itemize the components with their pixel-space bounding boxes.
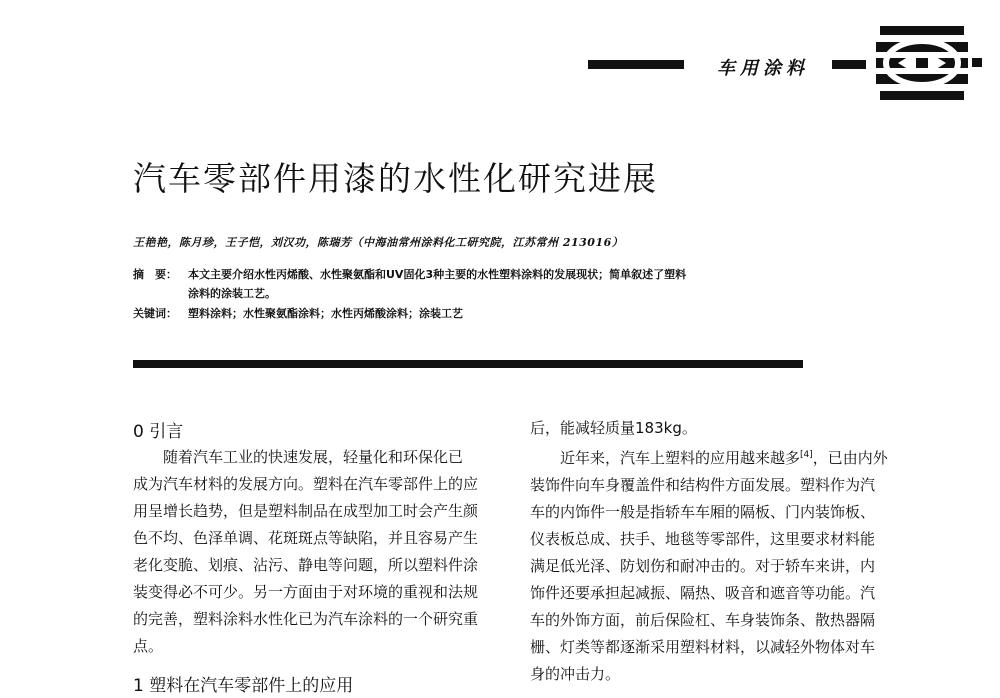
logo-side-mark [972,58,982,67]
section-tag: 车用涂料 [717,58,809,79]
right-line-8: 栅、灯类等都逐渐采用塑料材料，以减轻外物体对车 [530,638,876,656]
right-line-2: 装饰件向车身覆盖件和结构件方面发展。塑料作为汽 [530,476,876,494]
abstract [133,266,686,282]
right-line-9: 身的冲击力。 [530,665,621,683]
intro-line-8: 点。 [133,637,164,655]
keywords [133,305,463,321]
right-column [530,415,892,688]
right-line-3: 车的内饰件一般是指轿车车厢的隔板、门内装饰板、 [530,503,876,521]
right-para-start-text: 近年来，汽车上塑料的应用越来越多 [560,449,801,467]
keywords-label: 关键词： [133,307,177,320]
article-title: 汽车零部件用漆的水性化研究进展 [133,159,658,198]
header-rule-left [588,60,684,69]
intro-line-6: 装变得必不可少。另一方面由于对环境的重视和法规 [133,583,479,601]
right-line-5: 满足低光泽、防划伤和耐冲击的。对于轿车来讲，内 [530,557,876,575]
keywords-text: 塑料涂料；水性聚氨酯涂料；水性丙烯酸涂料；涂装工艺 [188,307,463,320]
abstract-line-2: 涂料的涂装工艺。 [188,287,276,300]
intro-line-3: 用呈增长趋势，但是塑料制品在成型加工时会产生颜 [133,502,479,520]
section-divider [133,360,803,368]
intro-line-1: 随着汽车工业的快速发展，轻量化和环保化已 [163,448,464,466]
journal-logo-icon [876,22,968,104]
section-heading-intro: 0 引言 [133,422,184,442]
intro-line-2: 成为汽车材料的发展方向。塑料在汽车零部件上的应 [133,475,479,493]
authors: 王艳艳，陈月珍，王子恺，刘汉功，陈瑞芳（中海油常州涂料化工研究院，江苏常州 213016） [133,236,624,249]
header-rule-right [832,60,866,69]
left-column [133,420,495,698]
abstract-line-1: 本文主要介绍水性丙烯酸、水性聚氨酯和UV固化3种主要的水性塑料涂料的发展现状；简单叙述了塑料 [188,268,687,281]
section-heading-1: 1 塑料在汽车零部件上的应用 [133,676,354,696]
right-para-start-tail: ，已由内外 [812,449,888,467]
right-line-4: 仪表板总成、扶手、地毯等零部件，这里要求材料能 [530,530,876,548]
intro-line-4: 色不均、色泽单调、花斑斑点等缺陷，并且容易产生 [133,529,479,547]
abstract-cont [188,285,276,301]
right-line-6: 饰件还要承担起减振、隔热、吸音和遮音等功能。汽 [530,584,876,602]
right-para-start [530,442,892,472]
abstract-label: 摘 要： [133,268,177,281]
intro-line-5: 老化变脆、划痕、沾污、静电等问题，所以塑料件涂 [133,556,479,574]
intro-line-7: 的完善，塑料涂料水性化已为汽车涂料的一个研究重 [133,610,479,628]
right-line-7: 车的外饰方面，前后保险杠、车身装饰条、散热器隔 [530,611,876,629]
right-line-0: 后，能减轻质量183kg。 [530,419,697,437]
citation-4: [4] [800,450,813,460]
